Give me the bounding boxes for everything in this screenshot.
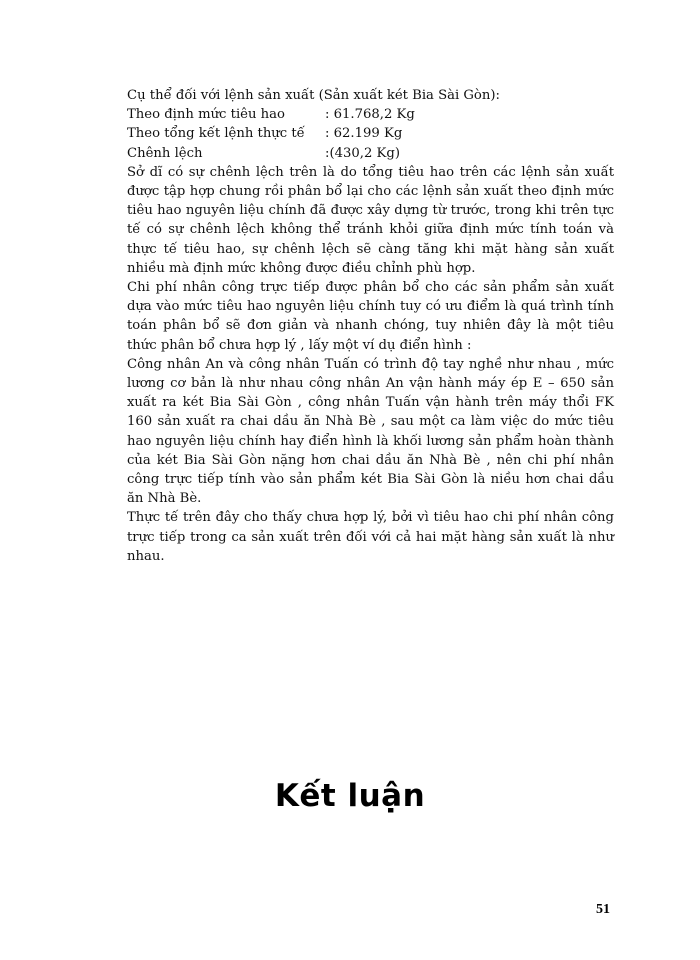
paragraph: Công nhân An và công nhân Tuấn có trình độ tay nghề như nhau , mức lương cơ bản là như nhau công nhân An vận hành máy ép E – 650 sản xuất ra két Bia Sài Gòn , công nhân Tuấn vận hành trên máy thổi FK 160 sản xuất ra chai dầu ăn Nhà Bè , sau một ca làm việc do mức tiêu hao nguyên liệu chính hay điển hình là khối lương sản phẩm hoàn thành của két Bia Sài Gòn nặng hơn chai dầu ăn Nhà Bè , nên chi phí nhân công trực tiếp tính vào sản phẩm két Bia Sài Gòn là niều hơn chai dầu ăn Nhà Bè. — [127, 356, 614, 507]
row-label: Theo tổng kết lệnh thực tế — [127, 126, 305, 142]
row-label: Theo định mức tiêu hao — [127, 107, 285, 123]
quantity-row-norm — [127, 105, 614, 124]
row-value: : 62.199 Kg — [325, 126, 403, 142]
page-number: 51 — [596, 902, 610, 917]
row-label: Chênh lệch — [127, 145, 203, 161]
paragraph: Sở dĩ có sự chênh lệch trên là do tổng tiêu hao trên các lệnh sản xuất được tập hợp chung rồi phân bổ lại cho các lệnh sản xuất theo định mức tiêu hao nguyên liệu chính đã được xây dựng từ trước, trong khi trên tực tế có sự chênh lệch không thể tránh khỏi giữa định mức tính toán và thực tế tiêu hao, sự chênh lệch sẽ càng tăng khi mặt hàng sản xuất nhiều mà định mức không được điều chỉnh phù hợp. — [127, 164, 614, 276]
quantity-row-actual — [127, 124, 614, 143]
paragraph: Thực tế trên đây cho thấy chưa hợp lý, bởi vì tiêu hao chi phí nhân công trực tiếp trong ca sản xuất trên đối với cả hai mặt hàng sản xuất là như nhau. — [127, 510, 614, 564]
paragraph: Chi phí nhân công trực tiếp được phân bổ cho các sản phẩm sản xuất dựa vào mức tiêu hao nguyên liệu chính tuy có ưu điểm là quá trình tính toán phân bổ sẽ đơn giản và nhanh chóng, tuy nhiên đây là một tiêu thức phân bổ chưa hợp lý , lấy một ví dụ điển hình : — [127, 280, 614, 353]
row-value: :(430,2 Kg) — [325, 145, 400, 161]
section-heading: Kết luận — [274, 778, 426, 814]
body-text — [127, 86, 614, 566]
row-value: : 61.768,2 Kg — [325, 107, 415, 123]
quantity-row-difference — [127, 144, 614, 163]
intro-header: Cụ thể đối với lệnh sản xuất (Sản xuất két Bia Sài Gòn): — [127, 88, 500, 103]
